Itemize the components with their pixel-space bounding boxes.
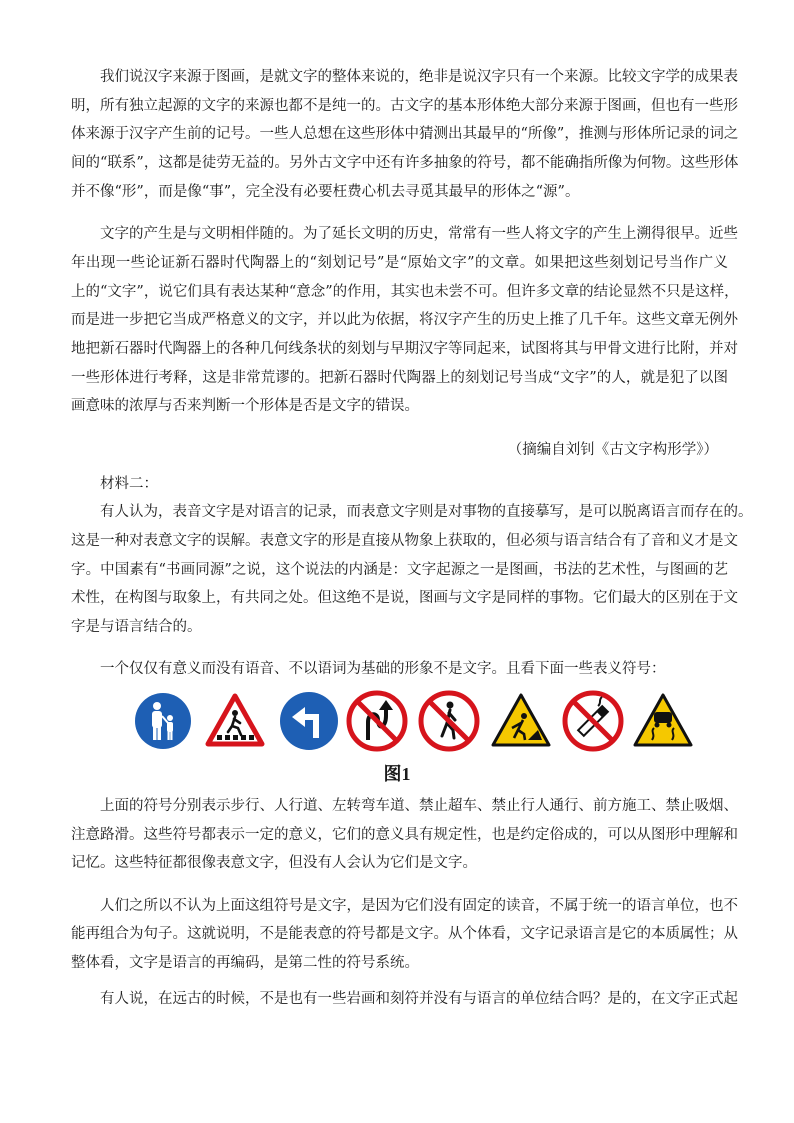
text-line: 这是一种对表意文字的误解。表意文字的形是直接从物象上获取的，但必须与语言结合有了音和义才是文 [71, 533, 738, 549]
text-line: 画意味的浓厚与否来判断一个形体是否是文字的错误。 [71, 398, 419, 414]
material-label: 材料二： [100, 476, 158, 492]
text-line: 上面的符号分别表示步行、人行道、左转弯车道、禁止超车、禁止行人通行、前方施工、禁止吸烟、 [100, 798, 738, 814]
text-line: 整体看，文字是语言的再编码，是第二性的符号系统。 [71, 955, 419, 971]
text-line: 字。中国素有“书画同源”之说，这个说法的内涵是：文字起源之一是图画，书法的艺术性，与图画的艺 [71, 562, 728, 578]
source-attribution: （摘编自刘钊《古文字构形学》） [507, 442, 718, 458]
text-line: 年出现一些论证新石器时代陶器上的“刻划记号”是“原始文字”的文章。如果把这些刻划记号当作广义 [71, 255, 728, 271]
crosswalk-warning-sign-icon [204, 690, 266, 752]
text-line: 术性，在构图与取象上，有共同之处。但这绝不是说，图画与文字是同样的事物。它们最大的区别在于文 [71, 590, 738, 606]
road-work-sign-icon [490, 690, 552, 752]
text-line: 一些形体进行考释，这是非常荒谬的。把新石器时代陶器上的刻划记号当成“文字”的人，就是犯了以图 [71, 370, 728, 386]
text-line: 人们之所以不认为上面这组符号是文字，是因为它们没有固定的读音，不属于统一的语言单位，也不 [100, 898, 738, 914]
no-overtaking-sign-icon [346, 690, 408, 752]
text-line: 字是与语言结合的。 [71, 619, 202, 635]
text-line: 文字的产生是与文明相伴随的。为了延长文明的历史，常常有一些人将文字的产生上溯得很早。近些 [100, 226, 738, 242]
text-line: 有人认为，表音文字是对语言的记录，而表意文字则是对事物的直接摹写，是可以脱离语言而存在的。 [100, 504, 753, 520]
text-line: 而是进一步把它当成严格意义的文字，并以此为依据，将汉字产生的历史上推了几千年。这些文章无例外 [71, 312, 738, 328]
no-smoking-sign-icon [562, 690, 624, 752]
text-line: 并不像“形”，而是像“事”，完全没有必要枉费心机去寻觅其最早的形体之“源”。 [71, 184, 580, 200]
text-line: 间的“联系”，这都是徒劳无益的。另外古文字中还有许多抽象的符号，都不能确指所像为何物。这些形体 [71, 155, 739, 171]
text-line: 我们说汉字来源于图画，是就文字的整体来说的，绝非是说汉字只有一个来源。比较文字学的成果表 [100, 69, 738, 85]
text-line: 明，所有独立起源的文字的来源也都不是纯一的。古文字的基本形体绝大部分来源于图画，但也有一些形 [71, 98, 738, 114]
left-turn-lane-sign-icon [278, 690, 340, 752]
text-line: 上的“文字”，说它们具有表达某种“意念”的作用，其实也未尝不可。但许多文章的结论显然不只是这样， [71, 284, 739, 300]
slippery-road-sign-icon [632, 690, 694, 752]
text-line: 体来源于汉字产生前的记号。一些人总想在这些形体中猜测出其最早的“所像”，推测与形体所记录的词之 [71, 126, 739, 142]
text-line: 有人说，在远古的时候，不是也有一些岩画和刻符并没有与语言的单位结合吗？是的，在文字正式起 [100, 991, 738, 1007]
text-line: 记忆。这些特征都很像表意文字，但没有人会认为它们是文字。 [71, 855, 477, 871]
text-line: 能再组合为句子。这就说明，不是能表意的符号都是文字。从个体看，文字记录语言是它的本质属性；从 [71, 926, 738, 942]
traffic-signs-figure [132, 690, 692, 752]
text-line: 一个仅仅有意义而没有语音、不以语词为基础的形象不是文字。且看下面一些表义符号： [100, 661, 666, 677]
text-line: 注意路滑。这些符号都表示一定的意义，它们的意义具有规定性，也是约定俗成的，可以从图形中理解和 [71, 827, 738, 843]
text-line: 地把新石器时代陶器上的各种几何线条状的刻划与早期汉字等同起来，试图将其与甲骨文进行比附，并对 [71, 341, 738, 357]
figure-caption: 图1 [383, 764, 411, 784]
no-pedestrians-sign-icon [418, 690, 480, 752]
pedestrian-path-sign-icon [132, 690, 194, 752]
